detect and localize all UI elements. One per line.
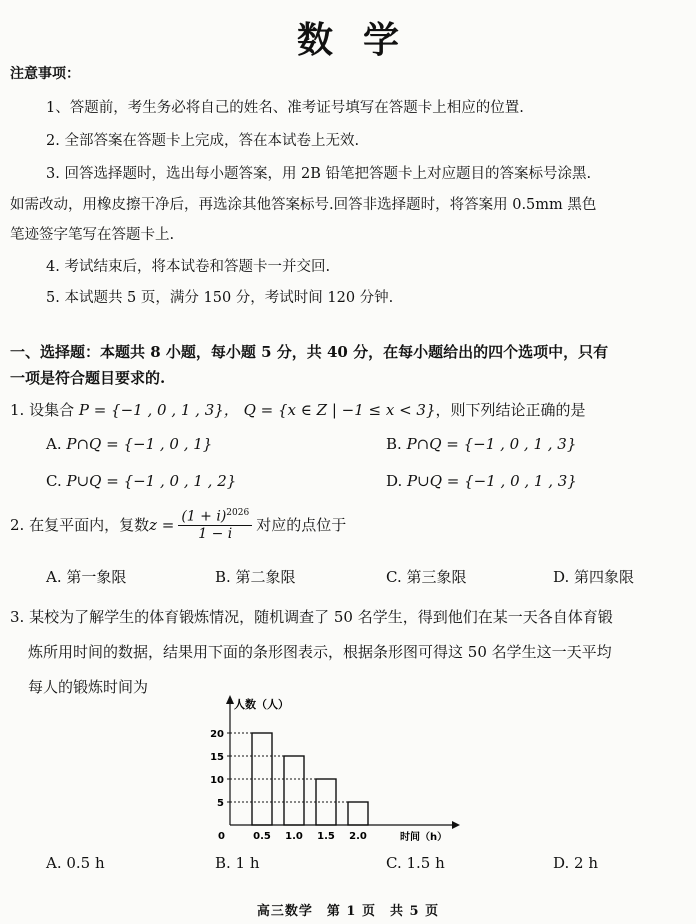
question-3-line: 炼所用时间的数据，结果用下面的条形图表示，根据条形图可得这 50 名学生这一天平均 bbox=[28, 643, 612, 661]
bar bbox=[348, 802, 368, 825]
page-title: 数学 bbox=[296, 19, 429, 61]
set-p: P = {−1 , 0 , 1 , 3}， bbox=[78, 401, 239, 419]
x-tick-label: 0.5 bbox=[253, 831, 271, 842]
x-axis-arrow bbox=[452, 821, 460, 829]
q1-option-d: D. P∪Q = {−1 , 0 , 1 , 3} bbox=[386, 472, 577, 490]
y-tick-label: 15 bbox=[210, 752, 224, 763]
question-1 bbox=[10, 399, 586, 420]
notice-item: 2. 全部答案在答题卡上完成，答在本试卷上无效. bbox=[46, 133, 360, 149]
fraction-denominator: 1 − i bbox=[198, 525, 233, 542]
x-tick-label: 1.0 bbox=[285, 831, 303, 842]
q1-option-a: A. P∩Q = {−1 , 0 , 1} bbox=[46, 435, 213, 453]
question-1-prefix: 1. 设集合 bbox=[10, 401, 79, 419]
q3-option-c: C. 1.5 h bbox=[386, 854, 445, 872]
q3-option-d: D. 2 h bbox=[553, 854, 598, 872]
complex-fraction bbox=[178, 508, 252, 542]
notice-heading: 注意事项： bbox=[10, 66, 80, 82]
question-1-suffix: ，则下列结论正确的是 bbox=[435, 401, 586, 419]
notice-item: 如需改动，用橡皮擦干净后，再选涂其他答案标号.回答非选择题时，将答案用 0.5mm 黑色 bbox=[10, 197, 597, 213]
question-3-line: 每人的锻炼时间为 bbox=[28, 678, 149, 696]
bar-chart bbox=[190, 690, 470, 845]
notice-item: 4. 考试结束后，将本试卷和答题卡一并交回. bbox=[46, 259, 331, 275]
q3-option-a: A. 0.5 h bbox=[46, 854, 105, 872]
x-axis-label: 时间（h） bbox=[400, 832, 448, 843]
q1-option-b: B. P∩Q = {−1 , 0 , 1 , 3} bbox=[386, 435, 577, 453]
section-heading-cont: 一项是符合题目要求的. bbox=[10, 369, 166, 387]
x-tick-label: 2.0 bbox=[349, 831, 367, 842]
q2-option-c: C. 第三象限 bbox=[386, 568, 467, 586]
y-axis-arrow bbox=[226, 695, 234, 704]
question-2-prefix: 2. 在复平面内，复数 bbox=[10, 516, 150, 535]
x-tick-label: 1.5 bbox=[317, 831, 335, 842]
set-q: Q = {x ∈ Z | −1 ≤ x < 3} bbox=[243, 401, 436, 419]
fraction-numerator: $(1 + i)^{2026}$ bbox=[178, 508, 252, 526]
y-tick-label: 20 bbox=[210, 729, 224, 740]
z-symbol: z = bbox=[149, 515, 175, 534]
q3-option-b: B. 1 h bbox=[215, 854, 260, 872]
y-axis-label: 人数（人） bbox=[234, 698, 289, 711]
question-3-line: 3. 某校为了解学生的体育锻炼情况，随机调查了 50 名学生，得到他们在某一天各自体育锻 bbox=[10, 608, 613, 626]
notice-item: 笔迹签字笔写在答题卡上. bbox=[10, 227, 175, 243]
notice-item: 1、答题前，考生务必将自己的姓名、准考证号填写在答题卡上相应的位置. bbox=[46, 100, 524, 116]
bar bbox=[284, 756, 304, 825]
y-tick-label: 5 bbox=[217, 798, 224, 809]
q2-option-b: B. 第二象限 bbox=[215, 568, 296, 586]
y-tick-label: 10 bbox=[210, 775, 224, 786]
q1-option-c: C. P∪Q = {−1 , 0 , 1 , 2} bbox=[46, 472, 237, 490]
q2-option-a: A. 第一象限 bbox=[46, 568, 127, 586]
page-footer: 高三数学 第 1 页 共 5 页 bbox=[256, 904, 440, 919]
section-heading: 一、选择题：本题共 8 小题，每小题 5 分，共 40 分，在每小题给出的四个选项中，只有 bbox=[10, 343, 609, 361]
origin-label: 0 bbox=[218, 831, 225, 842]
question-2-suffix: 对应的点位于 bbox=[256, 516, 347, 535]
notice-item: 5. 本试题共 5 页，满分 150 分，考试时间 120 分钟. bbox=[46, 290, 394, 306]
q2-option-d: D. 第四象限 bbox=[553, 568, 635, 586]
question-2 bbox=[10, 508, 346, 542]
notice-item: 3. 回答选择题时，选出每小题答案，用 2B 铅笔把答题卡上对应题目的答案标号涂黑. bbox=[46, 166, 592, 182]
